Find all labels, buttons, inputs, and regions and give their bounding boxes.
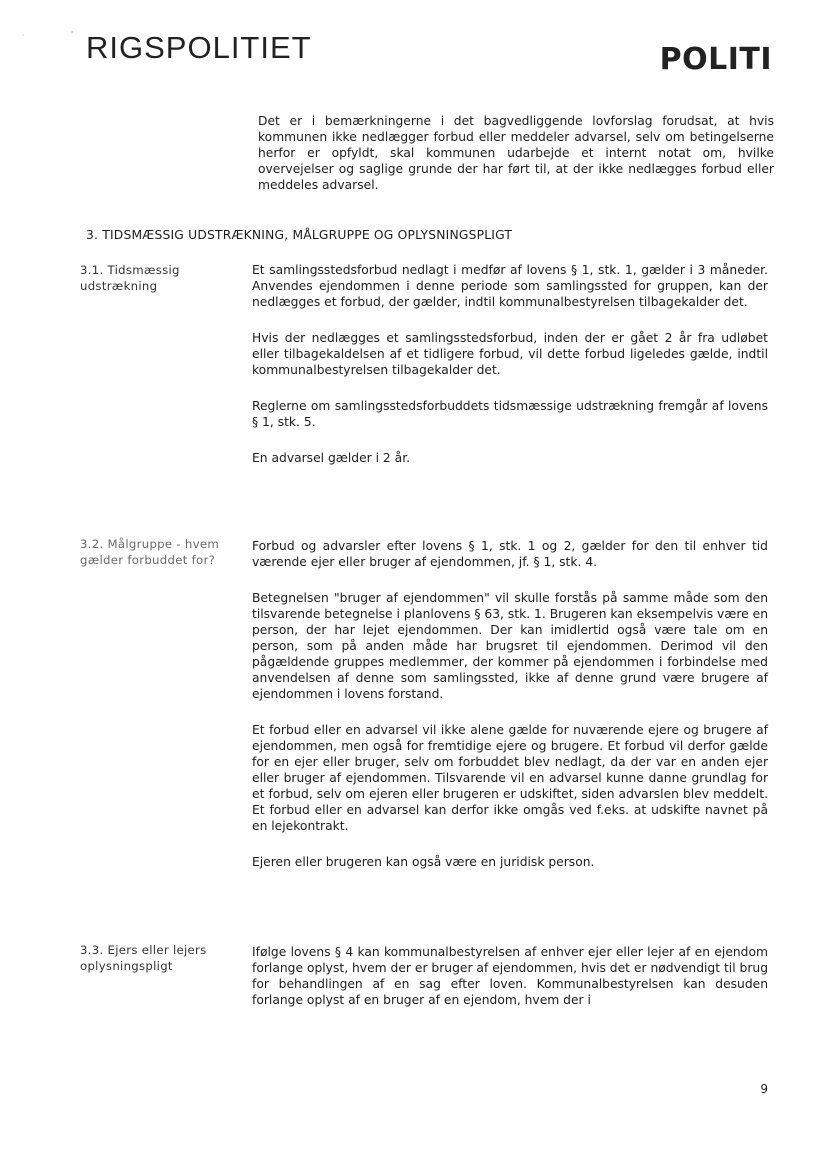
section-body-3-2 (252, 538, 768, 890)
paragraph: Forbud og advarsler efter lovens § 1, stk. 1 og 2, gælder for den til enhver tid værende ejer eller bruger af ejendommen, jf. § 1, stk. 4. (252, 539, 768, 569)
section-heading: 3. TIDSMÆSSIG UDSTRÆKNING, MÅLGRUPPE OG OPLYSNINGSPLIGT (86, 228, 513, 242)
paragraph: Ejeren eller brugeren kan også være en juridisk person. (252, 855, 595, 869)
paragraph: Et forbud eller en advarsel vil ikke alene gælde for nuværende ejere og brugere af ejendommen, men også for fremtidige ejere og brugere. Et forbud vil derfor gælde for en ejer eller bruger, selv om forbuddet blev nedlagt, da der var en anden ejer eller bruger af ejendommen. Tilsvarende vil en advarsel kunne danne grundlag for et forbud, selv om ejeren eller brugeren er udskiftet, siden advarslen blev meddelt. Et forbud eller en advarsel kan derfor ikke omgås ved f.eks. at udskifte navnet på en lejekontrakt. (252, 723, 768, 833)
section-label-3-1: 3.1. Tidsmæssig udstrækning (80, 263, 180, 293)
section-label-3-2: 3.2. Målgruppe - hvem gælder forbuddet for? (80, 537, 220, 567)
paragraph: Reglerne om samlingsstedsforbuddets tidsmæssige udstrækning fremgår af lovens § 1, stk. 5. (252, 399, 768, 429)
scan-mark: ' (22, 33, 24, 41)
section-label-3-3: 3.3. Ejers eller lejers oplysningspligt (80, 943, 207, 973)
paragraph: Betegnelsen "bruger af ejendommen" vil skulle forstås på samme måde som den tilsvarende betegnelse i planlovens § 63, stk. 1. Brugeren kan eksempelvis være en person, der har lejet ejendommen. Der kan imidlertid også være tale om en person, som på anden måde har brugsret til ejendommen. Derimod vil den pågældende gruppes medlemmer, der kommer på ejendommen i forbindelse med anvendelsen af denne som samlingssted, ikke af denne grund være brugere af ejendommen i lovens forstand. (252, 591, 768, 701)
intro-paragraph: Det er i bemærkningerne i det bagvedliggende lovforslag forudsat, at hvis kommunen ikke nedlægger forbud eller meddeler advarsel, selv om betingelserne herfor er opfyldt, skal kommunen udarbejde et internt notat om, hvilke overvejelser og saglige grunde der har ført til, at der ikke nedlægges forbud eller meddeles advarsel. (258, 114, 774, 192)
rigspolitiet-title: RIGSPOLITIET (86, 30, 312, 65)
scan-mark: ' (71, 30, 74, 39)
paragraph: Hvis der nedlægges et samlingsstedsforbud, inden der er gået 2 år fra udløbet eller tilbagekaldelsen af et tidligere forbud, vil dette forbud ligeledes gælde, indtil kommunalbestyrelsen tilbagekalder det. (252, 331, 768, 377)
paragraph: Ifølge lovens § 4 kan kommunalbestyrelsen af enhver ejer eller lejer af en ejendom forlange oplyst, hvem der er bruger af ejendommen, hvis det er nødvendigt til brug for behandlingen af en sag efter loven. Kommunalbestyrelsen kan desuden forlange oplyst af en bruger af en ejendom, hvem der i (252, 945, 768, 1007)
page-number: 9 (760, 1082, 768, 1096)
section-body-3-3 (252, 944, 768, 1028)
paragraph: En advarsel gælder i 2 år. (252, 451, 411, 465)
section-body-3-1 (252, 262, 768, 486)
politi-logo: POLITI (659, 42, 772, 77)
paragraph: Et samlingsstedsforbud nedlagt i medfør af lovens § 1, stk. 1, gælder i 3 måneder. Anvendes ejendommen i denne periode som samlingssted for gruppen, kan der nedlægges et forbud, der gælder, indtil kommunalbestyrelsen tilbagekalder det. (252, 263, 768, 309)
